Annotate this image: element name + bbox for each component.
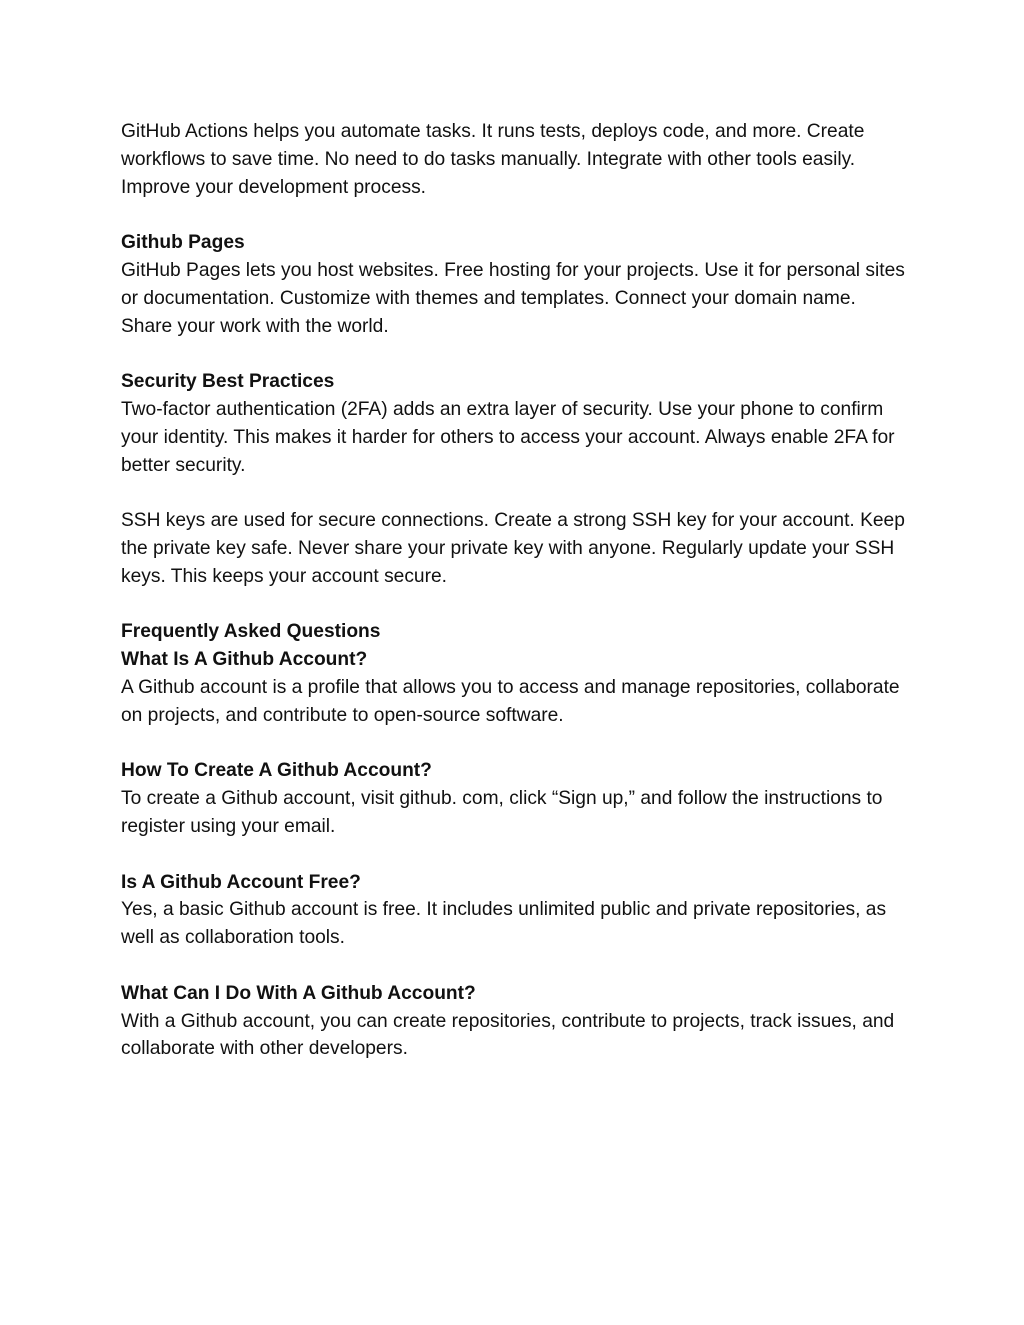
pages-section xyxy=(121,229,911,340)
intro-section xyxy=(121,118,911,201)
faq-answer: With a Github account, you can create repositories, contribute to projects, track issues, and collaborate with other developers. xyxy=(121,1010,895,1060)
faq-item xyxy=(121,757,911,840)
faq-question: What Can I Do With A Github Account? xyxy=(121,982,476,1004)
faq-title: Frequently Asked Questions xyxy=(121,621,381,643)
faq-answer: To create a Github account, visit github. com, click “Sign up,” and follow the instructions to register using your email. xyxy=(121,788,883,837)
two-factor-paragraph: Two-factor authentication (2FA) adds an extra layer of security. Use your phone to confirm your identity. This makes it harder for others to access your account. Always enable 2FA for better security. xyxy=(121,398,895,476)
faq-question: How To Create A Github Account? xyxy=(121,760,432,782)
faq-question: Is A Github Account Free? xyxy=(121,871,361,893)
faq-item xyxy=(121,618,911,729)
ssh-paragraph: SSH keys are used for secure connections. Create a strong SSH key for your account. Keep the private key safe. Never share your private key with anyone. Regularly update your SSH keys. This keeps your account secure. xyxy=(121,510,905,587)
security-heading: Security Best Practices xyxy=(121,371,335,393)
pages-paragraph: GitHub Pages lets you host websites. Free hosting for your projects. Use it for personal sites or documentation. Customize with themes and templates. Connect your domain name. Share your work with the world. xyxy=(121,259,905,337)
ssh-section xyxy=(121,507,911,590)
security-section xyxy=(121,368,911,479)
pages-heading: Github Pages xyxy=(121,232,245,254)
faq-answer: A Github account is a profile that allows you to access and manage repositories, collaborate on projects, and contribute to open-source software. xyxy=(121,676,900,726)
faq-answer: Yes, a basic Github account is free. It includes unlimited public and private repositories, as well as collaboration tools. xyxy=(121,899,887,949)
faq-question: What Is A Github Account? xyxy=(121,649,368,671)
document-page xyxy=(121,118,911,1091)
faq-item xyxy=(121,869,911,952)
faq-item xyxy=(121,980,911,1063)
actions-paragraph: GitHub Actions helps you automate tasks. It runs tests, deploys code, and more. Create workflows to save time. No need to do tasks manually. Integrate with other tools easily. Improve your development process. xyxy=(121,121,865,198)
